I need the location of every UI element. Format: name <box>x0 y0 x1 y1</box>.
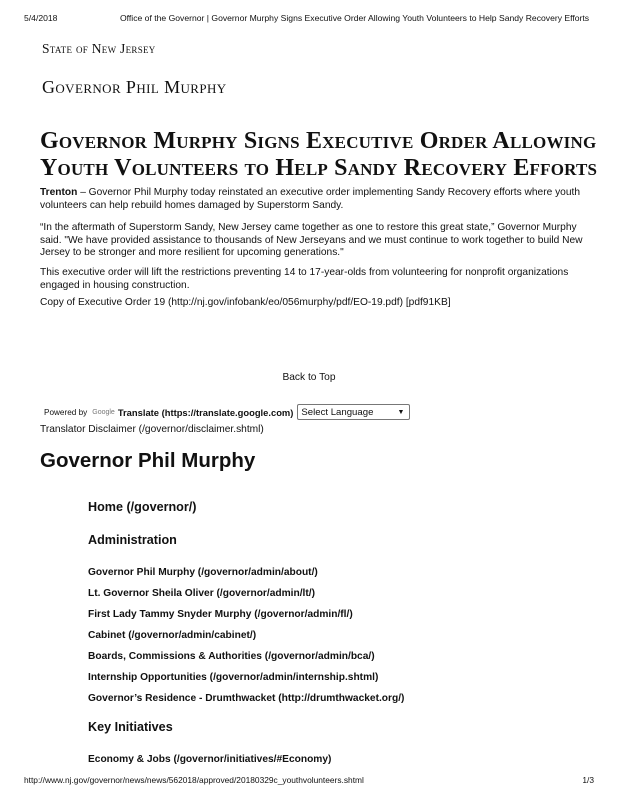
print-header <box>24 13 594 27</box>
google-translate-widget <box>44 403 410 421</box>
nav-home-link[interactable]: Home (/governor/) <box>88 500 197 514</box>
nav-link-governor[interactable]: Governor Phil Murphy (/governor/admin/about/) <box>88 567 318 578</box>
nav-link-lt-governor[interactable]: Lt. Governor Sheila Oliver (/governor/admin/lt/) <box>88 588 315 599</box>
nav-heading: Governor Phil Murphy <box>40 449 256 472</box>
nav-link-cabinet[interactable]: Cabinet (/governor/admin/cabinet/) <box>88 630 257 641</box>
print-page-number: 1/3 <box>582 775 594 785</box>
article-paragraph-3: This executive order will lift the restrictions preventing 14 to 17-year-olds from volunteering for nonprofit organizations engaged in housing construction. <box>40 267 569 291</box>
nav-link-internships[interactable]: Internship Opportunities (/governor/admin/internship.shtml) <box>88 672 379 683</box>
powered-by-label: Powered by <box>44 407 88 417</box>
nav-link-drumthwacket[interactable]: Governor’s Residence - Drumthwacket (http://drumthwacket.org/) <box>88 693 405 704</box>
nav-key-initiatives-heading[interactable]: Key Initiatives <box>88 720 173 734</box>
article-dateline: Trenton <box>40 187 78 198</box>
chevron-down-icon: ▼ <box>397 408 405 416</box>
print-date: 5/4/2018 <box>24 13 58 23</box>
state-of-new-jersey-link[interactable]: State of New Jersey <box>42 41 156 56</box>
administration-links <box>88 562 404 709</box>
article-headline: Governor Murphy Signs Executive Order Allowing Youth Volunteers to Help Sandy Recovery Efforts <box>40 128 598 181</box>
nav-link-economy-jobs[interactable]: Economy & Jobs (/governor/initiatives/#Economy) <box>88 754 332 765</box>
nav-link-boards[interactable]: Boards, Commissions & Authorities (/governor/admin/bca/) <box>88 651 375 662</box>
print-page-url: http://www.nj.gov/governor/news/news/562018/approved/20180329c_youthvolunteers.shtml <box>24 775 364 785</box>
article-paragraph-1 <box>40 187 600 212</box>
executive-order-pdf-link[interactable]: Copy of Executive Order 19 (http://nj.gov/infobank/eo/056murphy/pdf/EO-19.pdf) [pdf91KB] <box>40 297 451 308</box>
article-paragraph-2: “In the aftermath of Superstorm Sandy, New Jersey came together as one to restore this great state,” Governor Murphy said. "We have provided assistance to thousands of New Jerseyans and we must continue to work together to build New Jersey to be stronger and more resilient for upcoming generations." <box>40 222 583 258</box>
nav-link-first-lady[interactable]: First Lady Tammy Snyder Murphy (/governor/admin/fl/) <box>88 609 353 620</box>
nav-administration-heading[interactable]: Administration <box>88 533 177 547</box>
translator-disclaimer-link[interactable]: Translator Disclaimer (/governor/disclaimer.shtml) <box>40 424 264 435</box>
google-translate-link[interactable]: Translate (https://translate.google.com) <box>117 406 294 418</box>
print-footer <box>24 775 594 789</box>
select-language-value: Select Language <box>301 406 374 418</box>
google-logo: Google <box>92 408 115 416</box>
key-initiatives-links <box>88 749 331 770</box>
print-page-title: Office of the Governor | Governor Murphy Signs Executive Order Allowing Youth Volunteers to Help Sandy Recovery Efforts <box>120 13 590 23</box>
back-to-top-link[interactable]: Back to Top <box>282 372 336 383</box>
governor-site-link[interactable]: Governor Phil Murphy <box>42 77 227 97</box>
article-paragraph-1-text: – Governor Phil Murphy today reinstated an executive order implementing Sandy Recovery efforts where youth volunteers can help rebuild homes damaged by Superstorm Sandy. <box>40 187 581 211</box>
select-language-dropdown[interactable] <box>297 404 410 420</box>
